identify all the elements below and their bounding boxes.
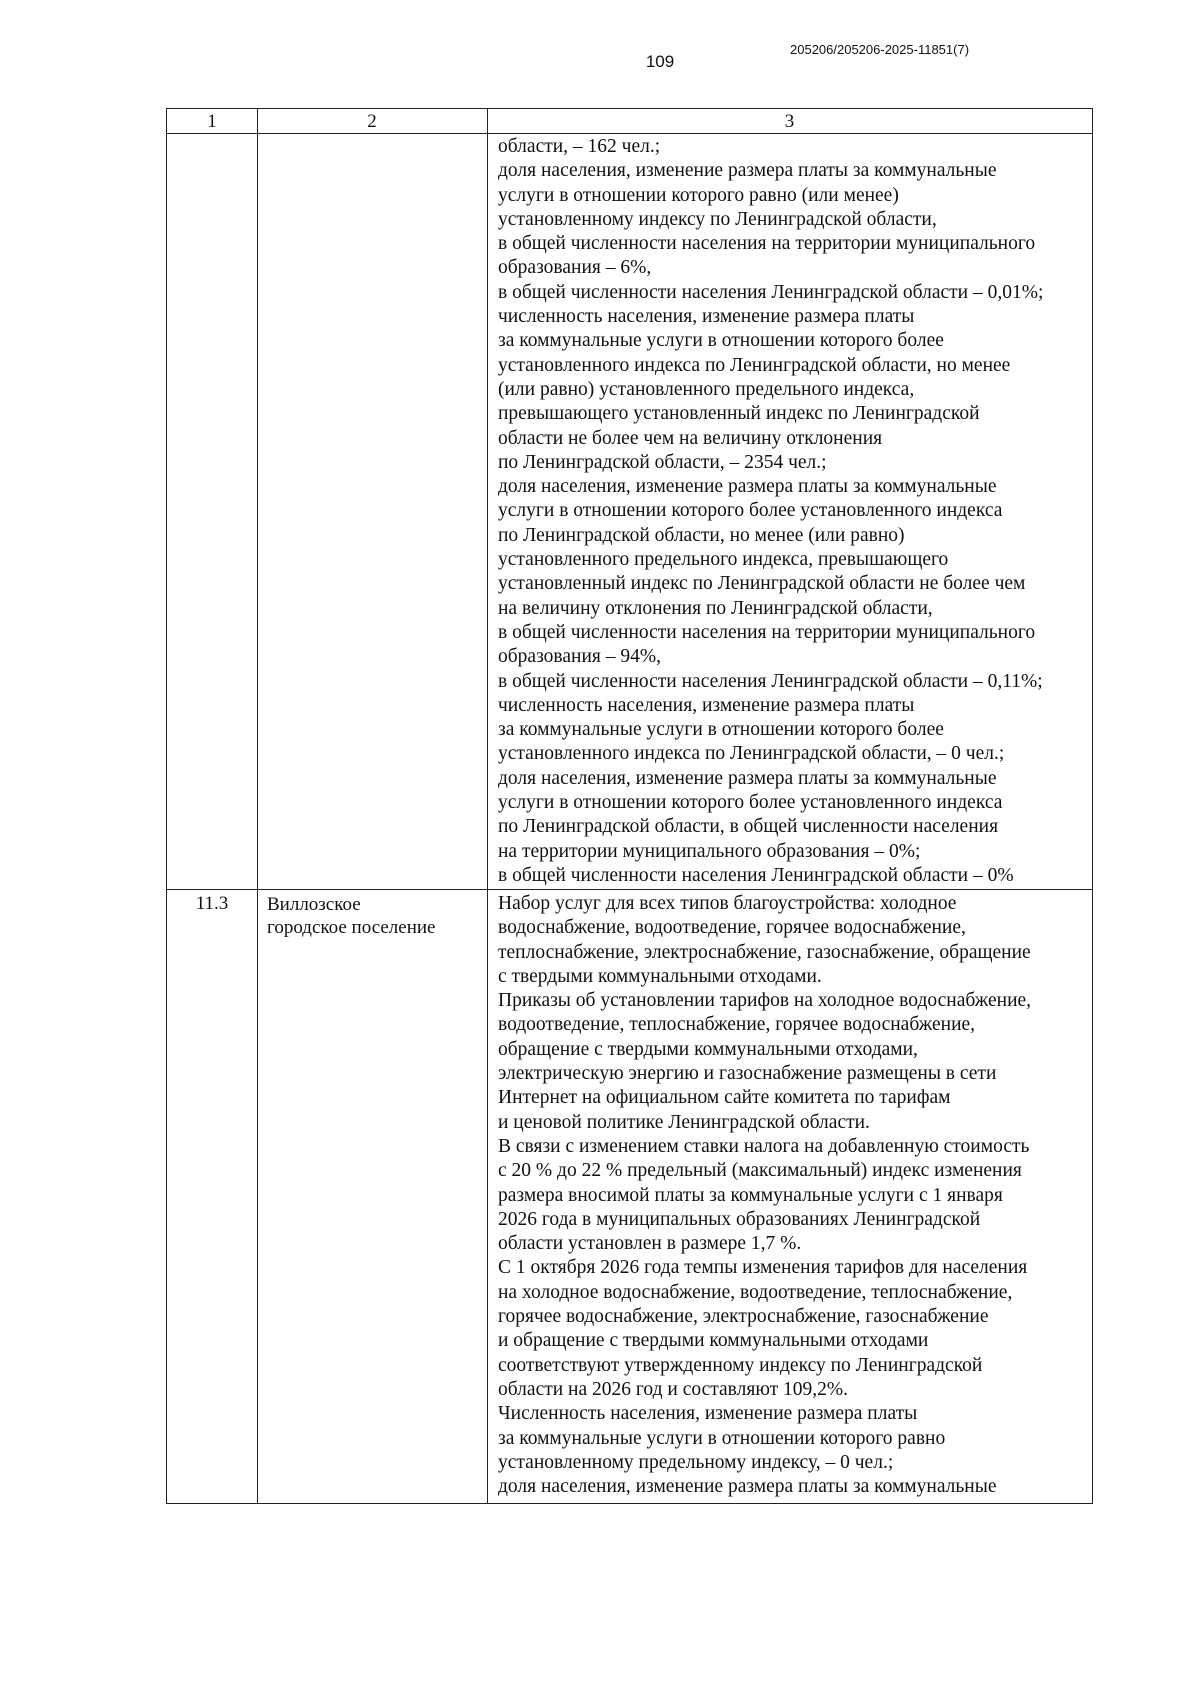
text-line: области установлен в размере 1,7 %. xyxy=(498,1233,802,1255)
text-line: доля населения, изменение размера платы за коммунальные xyxy=(498,767,997,789)
text-line: в общей численности населения на территории муниципального xyxy=(498,621,1036,643)
text-line: области не более чем на величину отклонения xyxy=(498,427,883,449)
text-line: установленному индексу по Ленинградской области, xyxy=(498,208,937,230)
column-header-1: 1 xyxy=(207,111,217,132)
column-divider xyxy=(487,109,488,1503)
text-line: по Ленинградской области, в общей численности населения xyxy=(498,816,999,838)
text-line: и ценовой политике Ленинградской области. xyxy=(498,1111,870,1133)
text-line: за коммунальные услуги в отношении которого более xyxy=(498,719,944,741)
text-line: установленного индекса по Ленинградской области, но менее xyxy=(498,354,1011,376)
text-line: превышающего установленный индекс по Ленинградской xyxy=(498,403,980,425)
document-id: 205206/205206-2025-11851(7) xyxy=(790,42,970,57)
page-number: 109 xyxy=(645,52,675,71)
text-line: установленного индекса по Ленинградской области, – 0 чел.; xyxy=(498,743,1005,765)
municipality-name-line-2: городское поселение xyxy=(267,917,436,938)
municipality-name xyxy=(267,893,435,939)
text-line: услуги в отношении которого более установленного индекса xyxy=(498,500,1003,522)
data-table xyxy=(166,108,1093,1504)
text-line: услуги в отношении которого более установленного индекса xyxy=(498,792,1003,814)
row-divider xyxy=(167,889,1092,890)
text-line: Приказы об установлении тарифов на холодное водоснабжение, xyxy=(498,990,1032,1012)
continued-row-text xyxy=(498,135,1088,888)
column-divider xyxy=(257,109,258,1503)
row-11-3-text xyxy=(498,892,1088,1499)
text-line: Интернет на официальном сайте комитета по тарифам xyxy=(498,1087,951,1109)
text-line: Численность населения, изменение размера платы xyxy=(498,1403,918,1425)
text-line: доля населения, изменение размера платы за коммунальные xyxy=(498,1476,997,1498)
text-line: в общей численности населения Ленинградской области – 0% xyxy=(498,864,1014,886)
text-line: водоотведение, теплоснабжение, горячее водоснабжение, xyxy=(498,1014,976,1036)
row-number-11-3: 11.3 xyxy=(195,893,229,914)
text-line: водоснабжение, водоотведение, горячее водоснабжение, xyxy=(498,917,966,939)
text-line: на величину отклонения по Ленинградской области, xyxy=(498,597,933,619)
text-line: на холодное водоснабжение, водоотведение, теплоснабжение, xyxy=(498,1281,1013,1303)
text-line: (или равно) установленного предельного индекса, xyxy=(498,378,915,400)
text-line: доля населения, изменение размера платы за коммунальные xyxy=(498,160,997,182)
text-line: в общей численности населения на территории муниципального xyxy=(498,233,1036,255)
text-line: на территории муниципального образования – 0%; xyxy=(498,840,921,862)
text-line: образования – 6%, xyxy=(498,257,652,279)
text-line: установленному предельному индексу, – 0 чел.; xyxy=(498,1451,894,1473)
column-header-2: 2 xyxy=(367,111,377,132)
text-line: установленный индекс по Ленинградской области не более чем xyxy=(498,573,1026,595)
text-line: и обращение с твердыми коммунальными отходами xyxy=(498,1330,929,1352)
text-line: обращение с твердыми коммунальными отходами, xyxy=(498,1038,918,1060)
text-line: по Ленинградской области, – 2354 чел.; xyxy=(498,451,827,473)
text-line: размера вносимой платы за коммунальные услуги с 1 января xyxy=(498,1184,1003,1206)
text-line: численность населения, изменение размера платы xyxy=(498,694,915,716)
text-line: за коммунальные услуги в отношении которого более xyxy=(498,330,944,352)
municipality-name-line-1: Виллозское xyxy=(267,894,361,915)
text-line: области на 2026 год и составляют 109,2%. xyxy=(498,1378,849,1400)
text-line: образования – 94%, xyxy=(498,646,661,668)
text-line: за коммунальные услуги в отношении которого равно xyxy=(498,1427,946,1449)
text-line: области, – 162 чел.; xyxy=(498,136,661,157)
column-header-3: 3 xyxy=(784,111,795,132)
text-line: численность населения, изменение размера платы xyxy=(498,306,915,328)
text-line: доля населения, изменение размера платы за коммунальные xyxy=(498,476,997,498)
header-row-divider xyxy=(167,133,1092,134)
text-line: с твердыми коммунальными отходами. xyxy=(498,965,822,987)
text-line: электрическую энергию и газоснабжение размещены в сети xyxy=(498,1063,997,1085)
text-line: В связи с изменением ставки налога на добавленную стоимость xyxy=(498,1135,1030,1157)
text-line: в общей численности населения Ленинградской области – 0,01%; xyxy=(498,281,1044,303)
text-line: в общей численности населения Ленинградской области – 0,11%; xyxy=(498,670,1043,692)
text-line: с 20 % до 22 % предельный (максимальный) индекс изменения xyxy=(498,1160,1022,1182)
text-line: теплоснабжение, электроснабжение, газоснабжение, обращение xyxy=(498,941,1031,963)
text-line: горячее водоснабжение, электроснабжение, газоснабжение xyxy=(498,1306,989,1328)
text-line: соответствуют утвержденному индексу по Ленинградской xyxy=(498,1354,983,1376)
text-line: С 1 октября 2026 года темпы изменения тарифов для населения xyxy=(498,1257,1028,1279)
text-line: услуги в отношении которого равно (или менее) xyxy=(498,184,899,206)
text-line: по Ленинградской области, но менее (или равно) xyxy=(498,524,905,546)
text-line: установленного предельного индекса, превышающего xyxy=(498,549,949,571)
text-line: Набор услуг для всех типов благоустройства: холодное xyxy=(498,893,957,914)
text-line: 2026 года в муниципальных образованиях Ленинградской xyxy=(498,1208,981,1230)
